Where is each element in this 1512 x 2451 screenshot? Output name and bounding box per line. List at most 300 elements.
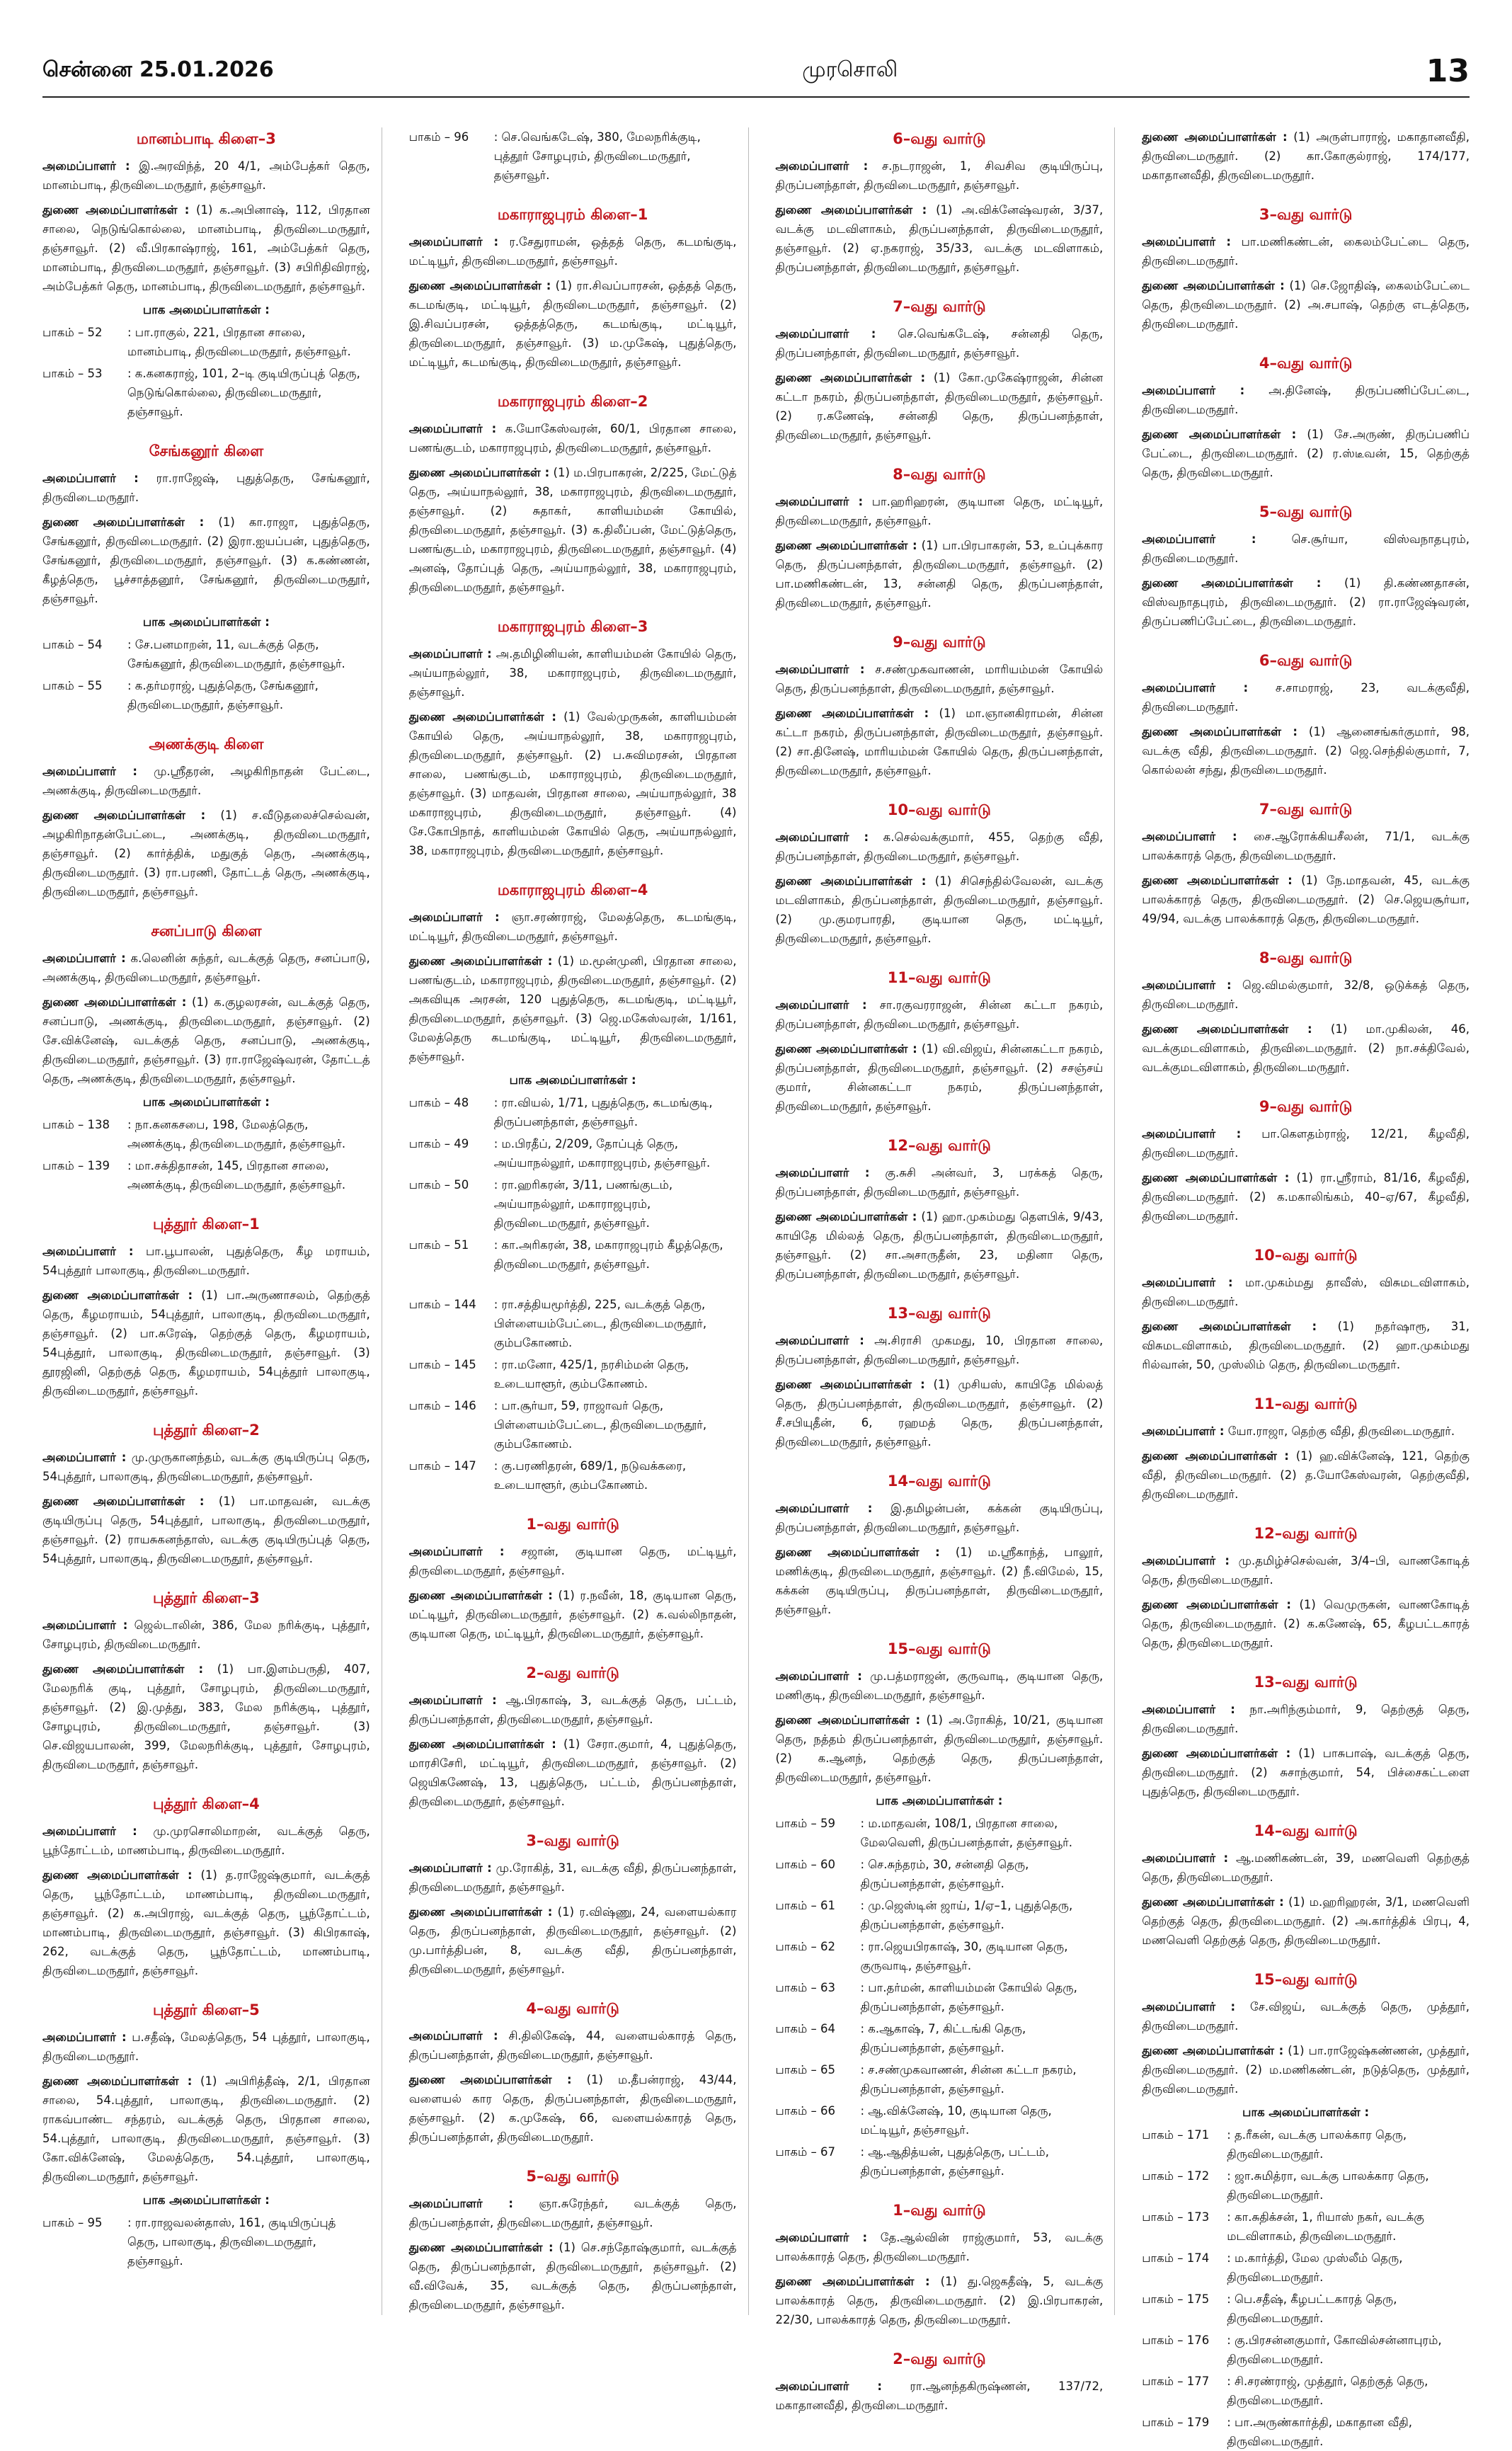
role-label: துணை அமைப்பாளர்கள் : xyxy=(1142,130,1288,144)
booth-row xyxy=(776,1814,1104,1852)
section-block xyxy=(409,618,737,860)
member-entry xyxy=(776,995,1104,1034)
role-label: அமைப்பாளர் : xyxy=(1142,978,1232,992)
member-details: ச.சண்முகவாணன், மாரியம்மன் கோயில் தெரு, திருப்பனந்தாள், திருவிடைமருதூர், தஞ்சாவூர். xyxy=(775,663,1104,695)
booth-number: பாகம் – 64 xyxy=(775,2022,835,2035)
role-label: துணை அமைப்பாளர்கள் : xyxy=(408,954,553,968)
booth-details: : பா.ராகுல், 221, பிரதான சாலை, மானம்பாடி, திருவிடைமருதூர், தஞ்சாவூர். xyxy=(127,326,351,358)
member-entry xyxy=(42,1822,370,1860)
role-label: அமைப்பாளர் : xyxy=(408,422,497,435)
member-details: ச.சாமராஜ், 23, வடக்குவீதி, திருவிடைமருதூர். xyxy=(1142,681,1470,714)
section-block xyxy=(42,1589,370,1774)
role-label: துணை அமைப்பாளர்கள் : xyxy=(775,1713,921,1727)
section-title: 6–வது வார்டு xyxy=(1259,652,1353,669)
booth-details: : த.ரீகன், வடக்கு பாலக்கார தெரு, திருவிடைமருதூர். xyxy=(1227,2128,1407,2161)
booth-row xyxy=(776,2060,1104,2098)
section-title: 5–வது வார்டு xyxy=(526,2168,619,2185)
member-details: அ.சிராசி முகமது, 10, பிரதான சாலை, திருப்பனந்தாள், திருவிடைமருதூர், தஞ்சாவூர். xyxy=(775,1334,1104,1366)
member-details: ஜெல்டாலின், 386, மேல நரிக்குடி, புத்தூர், சோழபுரம், திருவிடைமருதூர். xyxy=(42,1618,370,1651)
member-entry xyxy=(1142,1892,1470,1950)
role-label: அமைப்பாளர் : xyxy=(408,647,492,661)
member-entry xyxy=(776,324,1104,362)
member-details: ரா.ஆனந்தகிருஷ்ணன், 137/72, மகாதானவீதி, திருவிடைமருதூர். xyxy=(775,2379,1104,2412)
booth-details: : மா.சக்திதாசன், 145, பிரதான சாலை, அணக்குடி, திருவிடைமருதூர், தஞ்சாவூர். xyxy=(127,1159,346,1192)
role-label: அமைப்பாளர் : xyxy=(775,2231,868,2244)
booth-row xyxy=(776,1896,1104,1934)
role-label: அமைப்பாளர் : xyxy=(1142,532,1256,546)
booth-row xyxy=(42,364,370,421)
section-block xyxy=(409,127,737,185)
member-details: (1) வேல்முருகன், காளியம்மன் கோயில் தெரு, அய்யாநல்லூர், 38, மகாராஜபுரம், திருவிடைமருதூர், தஞ்சாவூர். (2) ப.சுவிமரசன், பிரதான சாலை, பணங்குடம், மகாராஜபுரம், திருவிடைமருதூர், தஞ்சாவூர். (3) மாதவன், பிரதான சாலை, அய்யாநல்லூர், 38 மகாராஜபுரம், திருவிடைமருதூர், தஞ்சாவூர். (4) சே.கோபிநாத், காளியம்மன் கோயில் தெரு, அய்யாநல்லூர், 38, மகாராஜபுரம், திருவிடைமருதூர், தஞ்சாவூர். xyxy=(408,710,737,857)
section-block xyxy=(776,1473,1104,1619)
member-details: மு.தமிழ்ச்செல்வன், 3/4–பி, வாணகோடித் தெரு, திருவிடைமருதூர். xyxy=(1142,1554,1470,1587)
booth-number: பாகம் – 50 xyxy=(408,1178,469,1192)
role-label: அமைப்பாளர் : xyxy=(408,2029,498,2042)
booth-row xyxy=(409,127,737,185)
booth-heading: பாக அமைப்பாளர்கள் : xyxy=(142,615,270,629)
booth-row xyxy=(409,1134,737,1172)
column-2 xyxy=(409,127,749,2315)
role-label: துணை அமைப்பாளர்கள் : xyxy=(408,1737,556,1751)
member-details: ஞா.சுரேந்தர், வடக்குத் தெரு, திருப்பனந்தாள், திருவிடைமருதூர், தஞ்சாவூர். xyxy=(408,2197,737,2229)
member-details: (1) ஆனைசங்கர்குமார், 98, வடக்கு வீதி, திருவிடைமருதூர். (2) ஜெ.செந்தில்குமார், 7, கொல்லன் சந்து, திருவிடைமருதூர். xyxy=(1142,725,1470,777)
section-title: 15–வது வார்டு xyxy=(1254,1971,1358,1988)
booth-number: பாகம் – 174 xyxy=(1142,2251,1210,2265)
section-title: சனப்பாடு கிளை xyxy=(151,922,262,939)
role-label: அமைப்பாளர் : xyxy=(775,495,864,508)
section-block xyxy=(776,2202,1104,2329)
section-title: 4–வது வார்டு xyxy=(526,2000,619,2017)
role-label: துணை அமைப்பாளர்கள் : xyxy=(42,1662,204,1676)
section-title: 1–வது வார்டு xyxy=(893,2202,986,2219)
member-details: இ.தமிழன்பன், கக்கன் குடியிருப்பு, திருப்பனந்தாள், திருவிடைமருதூர், தஞ்சாவூர். xyxy=(775,1502,1104,1534)
booth-row xyxy=(776,2101,1104,2139)
member-details: (1) க.அபினாஷ், 112, பிரதான சாலை, நெடுங்கொல்லை, மானம்பாடி, திருவிடைமருதூர், தஞ்சாவூர். (2) வீ.பிரகாஷ்ராஜ், 161, அம்பேத்கர் தெரு, மானம்பாடி, திருவிடைமருதூர், தஞ்சாவூர். (3) சபிரிதிவிராஜ், அம்பேத்கர் தெரு, மானம்பாடி, திருவிடைமருதூர், தஞ்சாவூர். xyxy=(42,203,370,293)
header-rule xyxy=(42,96,1470,98)
booth-details: : க.தர்மராஜ், புதுத்தெரு, சேங்கனூர், திருவிடைமருதூர், தஞ்சாவூர். xyxy=(127,679,319,712)
member-entry xyxy=(1142,573,1470,631)
member-entry xyxy=(409,1542,737,1580)
member-details: (1) அ.விக்னேஷ்வரன், 3/37, வடக்கு மடவிளாகம், திருப்பனந்தாள், திருவிடைமருதூர், தஞ்சாவூர். (2) ஏ.நகராஜ், 35/33, வடக்கு மடவிளாகம், திருப்பனந்தாள், திருவிடைமருதூர், தஞ்சாவூர். xyxy=(775,203,1104,274)
booth-number: பாகம் – 176 xyxy=(1142,2333,1210,2347)
booth-details: : ம.மாதவன், 108/1, பிரதான சாலை, மேலவெளி, திருப்பனந்தாள், தஞ்சாவூர். xyxy=(860,1817,1072,1849)
booth-row xyxy=(42,635,370,673)
member-details: ஞா.சரண்ராஜ், மேலத்தெரு, கடமங்குடி, மட்டியூர், திருவிடைமருதூர், தஞ்சாவூர். xyxy=(408,910,737,943)
booth-number: பாகம் – 54 xyxy=(42,638,103,651)
page-date: சென்னை 25.01.2026 xyxy=(42,57,274,82)
section-title: 14–வது வார்டு xyxy=(887,1473,991,1490)
member-details: (1) ச.வீடுதலைச்செல்வன், அழகிரிநாதன்பேட்டை, அணக்குடி, திருவிடைமருதூர், தஞ்சாவூர். (2) கார்த்திக், மதுகுத் தெரு, அணக்குடி, திருவிடைமருதூர். (3) ரா.பரணி, தோட்டத் தெரு, அணக்குடி, திருவிடைமருதூர், தஞ்சாவூர். xyxy=(42,809,370,898)
member-details: (1) ம.பிரபாகரன், 2/225, மேட்டுத் தெரு, அய்யாநல்லூர், 38, மகாராஜபுரம், திருவிடைமருதூர், தஞ்சாவூர். (2) சுதாகர், காளியம்மன் கோயில், திருவிடைமருதூர், தஞ்சாவூர். (3) க.திலீப்பன், மேட்டுத்தெரு, பணங்குடம், மகாராஜபுரம், திருவிடைமருதூர், தஞ்சாவூர். (4) அனஷ், தோப்புத் தெரு, அய்யாநல்லூர், 38, மகாராஜபுரம், திருவிடைமருதூர், தஞ்சாவூர். xyxy=(408,466,737,594)
booth-number: பாகம் – 177 xyxy=(1142,2375,1210,2388)
member-entry xyxy=(776,156,1104,195)
section-block xyxy=(409,2168,737,2314)
role-label: அமைப்பாளர் : xyxy=(1142,830,1237,843)
member-entry xyxy=(409,952,737,1066)
booth-details: : பா.சூர்யா, 59, ராஜாவர் தெரு, பிள்ளையம்பேட்டை, திருவிடைமருதூர், கும்பகோணம். xyxy=(493,1399,707,1451)
member-details: சை.ஆரோக்கியசீலன், 71/1, வடக்கு பாலக்காரத் தெரு, திருவிடைமருதூர். xyxy=(1142,830,1470,862)
role-label: துணை அமைப்பாளர்கள் : xyxy=(42,1495,205,1508)
member-entry xyxy=(409,644,737,702)
member-entry xyxy=(1142,1124,1470,1162)
member-entry xyxy=(776,704,1104,780)
booth-number: பாகம் – 138 xyxy=(42,1118,110,1131)
role-label: அமைப்பாளர் : xyxy=(775,1334,864,1347)
page-header xyxy=(42,54,1470,88)
role-label: அமைப்பாளர் : xyxy=(1142,1276,1233,1289)
booth-details: : ரா.வியல், 1/71, புதுத்தெரு, கடமங்குடி, திருப்பனந்தாள், தஞ்சாவூர். xyxy=(493,1096,713,1129)
section-title: 12–வது வார்டு xyxy=(1254,1525,1358,1542)
section-title: 14–வது வார்டு xyxy=(1254,1822,1358,1839)
booth-heading: பாக அமைப்பாளர்கள் : xyxy=(142,303,270,316)
member-entry xyxy=(409,908,737,946)
member-entry xyxy=(776,828,1104,866)
section-block xyxy=(1142,503,1470,631)
role-label: துணை அமைப்பாளர்கள் : xyxy=(775,1378,925,1391)
member-details: (1) சேரா.குமார், 4, புதுத்தெரு, மாரசிசேரி, மட்டியூர், திருவிடைமருதூர், தஞ்சாவூர். (2) ஜெயிகணேஷ், 13, புதுத்தெரு, பட்டம், திருப்பனந்தாள், திருவிடைமருதூர், தஞ்சாவூர். xyxy=(408,1737,737,1808)
member-details: (1) ம.தீபன்ராஜ், 43/44, வளையல் கார தெரு, திருப்பனந்தாள், திருவிடைமருதூர், தஞ்சாவூர். (2) க.முகேஷ், 66, வளையல்காரத் தெரு, திருப்பனந்தாள், திருவிடைமருதூர். xyxy=(408,2073,737,2144)
member-entry xyxy=(409,463,737,597)
role-label: துணை அமைப்பாளர்கள் : xyxy=(408,710,556,724)
booth-details: : நா.கனகசபை, 198, மேலத்தெரு, அணக்குடி, திருவிடைமருதூர், தஞ்சாவூர். xyxy=(127,1118,346,1150)
member-entry xyxy=(776,492,1104,530)
section-block xyxy=(1142,1098,1470,1226)
member-details: சே.விஜய், வடக்குத் தெரு, முத்தூர், திருவிடைமருதூர். xyxy=(1142,2000,1470,2033)
section-block xyxy=(42,1216,370,1400)
section-block xyxy=(409,206,737,372)
role-label: துணை அமைப்பாளர்கள் : xyxy=(1142,1747,1291,1760)
member-entry xyxy=(409,2070,737,2147)
member-entry xyxy=(776,2377,1104,2415)
member-entry xyxy=(42,949,370,987)
booth-number: பாகம் – 145 xyxy=(408,1358,476,1371)
member-entry xyxy=(1142,1317,1470,1374)
booth-details: : ரா.மனோ, 425/1, நரசிம்மன் தெரு, உடையாளூர், கும்பகோணம். xyxy=(493,1358,689,1390)
booth-number: பாகம் – 66 xyxy=(775,2104,835,2118)
member-details: (1) கோ.முகேஷ்ராஜன், சின்ன கட்டா நகரம், திருப்பனந்தாள், திருவிடைமருதூர், தஞ்சாவூர். (2) ர.கணேஷ், சன்னதி தெரு, திருப்பனந்தாள், திருவிடைமருதூர், தஞ்சாவூர். xyxy=(775,371,1104,442)
role-label: துணை அமைப்பாளர்கள் : xyxy=(775,203,927,217)
section-block xyxy=(409,1664,737,1811)
booth-row xyxy=(776,1978,1104,2016)
section-block xyxy=(409,1295,737,1495)
section-title: 3–வது வார்டு xyxy=(526,1832,619,1849)
member-details: மு.முரசொலிமாறன், வடக்குத் தெரு, பூந்தோட்டம், மாணம்பாடி, திருவிடைமருதூர். xyxy=(42,1824,370,1857)
member-details: (1) ரா.ஸ்ரீராம், 81/16, கீழவீதி, திருவிடைமருதூர். (2) க.மகாலிங்கம், 40–ஏ/67, கீழவீதி, திருவிடைமருதூர். xyxy=(1142,1171,1470,1223)
booth-row xyxy=(409,1355,737,1393)
booth-details: : கு.பரணிதரன், 689/1, நடுவக்கரை, உடையாளூர், கும்பகோணம். xyxy=(493,1459,687,1492)
role-label: அமைப்பாளர் : xyxy=(42,472,139,485)
member-entry xyxy=(1142,1551,1470,1589)
member-entry xyxy=(1142,827,1470,865)
section-title: 11–வது வார்டு xyxy=(1254,1395,1358,1412)
section-title: புத்தூர் கிளை–1 xyxy=(152,1216,260,1233)
member-details: (1) பா.மாதவன், வடக்கு குடியிருப்பு தெரு, 54புத்தூர், பாலாகுடி, திருவிடைமருதூர், தஞ்சாவூர். (2) ராயசுகனந்தாஸ், வடக்கு குடியிருப்புத் தெரு, 54புத்தூர், பாலாகுடி, திருவிடைமருதூர், தஞ்சாவூர். xyxy=(42,1495,370,1565)
section-block xyxy=(42,442,370,714)
role-label: துணை அமைப்பாளர்கள் : xyxy=(1142,1320,1317,1333)
role-label: அமைப்பாளர் : xyxy=(42,765,138,778)
role-label: அமைப்பாளர் : xyxy=(775,663,865,676)
booth-heading: பாக அமைப்பாளர்கள் : xyxy=(509,1073,636,1087)
booth-number: பாகம் – 55 xyxy=(42,679,103,692)
booth-row xyxy=(776,2142,1104,2181)
member-entry xyxy=(1142,530,1470,568)
section-title: மகாராஜபுரம் கிளை–1 xyxy=(497,206,648,223)
section-title: 9–வது வார்டு xyxy=(893,634,986,651)
booth-heading: பாக அமைப்பாளர்கள் : xyxy=(1242,2106,1370,2119)
section-block xyxy=(42,1795,370,1980)
booth-details: : க.ஆகாஷ், 7, கிட்டங்கி தெரு, திருப்பனந்தாள், தஞ்சாவூர். xyxy=(860,2022,1026,2055)
member-details: நா.அரிந்கும்மார், 9, தெற்குத் தெரு, திருவிடைமருதூர். xyxy=(1142,1703,1470,1735)
role-label: அமைப்பாளர் : xyxy=(1142,2000,1236,2013)
member-entry xyxy=(776,1499,1104,1537)
section-title: 6–வது வார்டு xyxy=(893,130,986,147)
booth-row xyxy=(42,1115,370,1153)
member-entry xyxy=(1142,871,1470,928)
member-details: (1) வெமுருகன், வாணகோடித் தெரு, திருவிடைமருதூர். (2) க.கணேஷ், 65, கீழபட்டகாரத் தெரு, திருவிடைமருதூர். xyxy=(1142,1598,1470,1650)
member-entry xyxy=(1142,2041,1470,2098)
member-details: (1) அருள்பாராஜ், மகாதானவீதி, திருவிடைமருதூர். (2) கா.கோகுல்ராஜ், 174/177, மகாதானவீதி, திருவிடைமருதூர். xyxy=(1142,130,1470,182)
section-title: 3–வது வார்டு xyxy=(1259,206,1353,223)
member-entry xyxy=(1142,1997,1470,2035)
role-label: துணை அமைப்பாளர்கள் : xyxy=(408,1589,553,1602)
role-label: அமைப்பாளர் : xyxy=(42,1618,128,1632)
section-block xyxy=(776,2350,1104,2415)
member-details: ப.சதீஷ், மேலத்தெரு, 54 புத்தூர், பாலாகுடி, திருவிடைமருதூர். xyxy=(42,2030,370,2063)
section-title: புத்தூர் கிளை–4 xyxy=(152,1795,260,1812)
role-label: அமைப்பாளர் : xyxy=(775,1669,862,1683)
booth-number: பாகம் – 60 xyxy=(775,1858,835,1871)
member-details: பா.ஹரிஹரன், குடியான தெரு, மட்டியூர், திருவிடைமருதூர், தஞ்சாவூர். xyxy=(775,495,1104,527)
role-label: துணை அமைப்பாளர்கள் : xyxy=(1142,725,1298,738)
section-title: மகாராஜபுரம் கிளை–2 xyxy=(497,393,648,410)
booth-details: : ஜா.சுமித்ரா, வடக்கு பாலக்கார தெரு, திருவிடைமருதூர். xyxy=(1227,2169,1429,2202)
member-details: மா.முகம்மது தாவீஸ், விசுமடவிளாகம், திருவிடைமருதூர். xyxy=(1142,1276,1470,1308)
member-entry xyxy=(409,232,737,270)
member-details: (1) ஹா.முகம்மது தௌபிக், 9/43, காயிதே மில்லத் தெரு, திருப்பனந்தாள், திருவிடைமருதூர், தஞ்சாவூர். (2) சா.அசாருதீன், 23, மதினா தெரு, திருப்பனந்தாள், திருவிடைமருதூர், தஞ்சாவூர். xyxy=(775,1210,1104,1281)
booth-row xyxy=(409,1235,737,1274)
member-entry xyxy=(776,200,1104,277)
section-title: 4–வது வார்டு xyxy=(1259,355,1353,372)
member-details: (1) பா.பிரபாகரன், 53, உப்புக்கார தெரு, திருப்பனந்தாள், திருவிடைமருதூர், தஞ்சாவூர். (2) பா.மணிகண்டன், 13, சன்னதி தெரு, திருப்பனந்தாள், திருவிடைமருதூர், தஞ்சாவூர். xyxy=(775,539,1104,610)
member-entry xyxy=(42,2028,370,2066)
role-label: துணை அமைப்பாளர்கள் : xyxy=(408,2241,554,2254)
member-entry xyxy=(1142,381,1470,419)
section-title: 10–வது வார்டு xyxy=(1254,1247,1358,1264)
section-block xyxy=(42,736,370,901)
member-entry xyxy=(776,2272,1104,2329)
section-title: மகாராஜபுரம் கிளை–4 xyxy=(497,881,648,898)
member-details: (1) ர.நவீன், 18, குடியான தெரு, மட்டியூர், திருவிடைமருதூர், தஞ்சாவூர். (2) க.வல்லிநாதன், குடியான தெரு, மட்டியூர், திருவிடைமருதூர், தஞ்சாவூர். xyxy=(408,1589,737,1640)
booth-details: : ச.சண்முகவாணன், சின்ன கட்டா நகரம், திருப்பனந்தாள், தஞ்சாவூர். xyxy=(860,2063,1077,2096)
role-label: அமைப்பாளர் : xyxy=(42,2030,127,2044)
member-details: (1) சே.அருண், திருப்பணிப் பேட்டை, திருவிடைமருதூர். (2) ர.ஸ்டீவன், 15, தெற்குத் தெரு, திருவிடைமருதூர். xyxy=(1142,428,1470,479)
section-block xyxy=(409,1516,737,1643)
member-details: (1) பா.அருணாசலம், தெற்குத் தெரு, கீழமராயம், 54புத்தூர், பாலாகுடி, திருவிடைமருதூர், தஞ்சாவூர். (2) பா.சுரேஷ், தெற்குத் தெரு, கீழமராயம், 54புத்தூர், பாலாகுடி, திருவிடைமருதூர், தஞ்சாவூர். (3) தூரஜினி, தெற்குத் தெரு, கீழமராயம், 54புத்தூர் பாலாகுடி, திருவிடைமருதூர், தஞ்சாவூர். xyxy=(42,1289,370,1398)
section-block xyxy=(776,969,1104,1116)
member-entry xyxy=(409,276,737,372)
booth-row xyxy=(1142,2125,1470,2164)
role-label: துணை அமைப்பாளர்கள் : xyxy=(42,1868,193,1882)
member-entry xyxy=(409,1586,737,1643)
section-block xyxy=(1142,1822,1470,1950)
section-block xyxy=(776,130,1104,277)
booth-number: பாகம் – 179 xyxy=(1142,2416,1210,2429)
booth-row xyxy=(1142,2166,1470,2205)
member-entry xyxy=(1142,1849,1470,1887)
section-title: புத்தூர் கிளை–3 xyxy=(152,1589,260,1606)
member-entry xyxy=(776,368,1104,445)
member-entry xyxy=(776,1543,1104,1619)
member-details: பா.கௌதம்ராஜ், 12/21, கீழவீதி, திருவிடைமருதூர். xyxy=(1142,1127,1470,1160)
booth-number: பாகம் – 144 xyxy=(408,1298,476,1311)
role-label: துணை அமைப்பாளர்கள் : xyxy=(42,203,190,217)
member-details: சஜான், குடியான தெரு, மட்டியூர், திருவிடைமருதூர், தஞ்சாவூர். xyxy=(408,1545,737,1577)
booth-number: பாகம் – 61 xyxy=(775,1899,835,1912)
member-entry xyxy=(1142,1595,1470,1652)
member-entry xyxy=(409,2194,737,2232)
member-details: மு.முருகானந்தம், வடக்கு குடியிருப்பு தெரு, 54புத்தூர், பாலாகுடி, திருவிடைமருதூர், தஞ்சாவூர். xyxy=(42,1451,370,1483)
member-entry xyxy=(776,1375,1104,1451)
booth-row xyxy=(42,2213,370,2270)
booth-details: : கா.சுதிக்சன், 1, ரியாஸ் நகர், வடக்கு மடவிளாகம், திருவிடைமருதூர். xyxy=(1227,2210,1424,2243)
role-label: துணை அமைப்பாளர்கள் : xyxy=(42,2074,193,2088)
role-label: அமைப்பாளர் : xyxy=(42,1451,127,1464)
section-block xyxy=(42,130,370,421)
booth-details: : பெ.சதீஷ், கீழபட்டகாரத் தெரு, திருவிடைமருதூர். xyxy=(1227,2292,1397,2325)
section-title: 5–வது வார்டு xyxy=(1259,503,1353,520)
booth-details: : ரா.சத்தியமூர்த்தி, 225, வடக்குத் தெரு, பிள்ளையம்பேட்டை, திருவிடைமருதூர், கும்பகோணம். xyxy=(493,1298,707,1349)
booth-heading: பாக அமைப்பாளர்கள் : xyxy=(142,1095,270,1109)
section-block xyxy=(1142,1247,1470,1374)
member-details: ச.நடராஜன், 1, சிவசிவ குடியிருப்பு, திருப்பனந்தாள், திருவிடைமருதூர், தஞ்சாவூர். xyxy=(775,159,1104,192)
member-details: யோ.ராஜா, தெற்கு வீதி, திருவிடைமருதூர். xyxy=(1224,1424,1455,1438)
booth-details: : மு.ஜெஸ்டின் ஜாய், 1/ஏ–1, புதுத்தெரு, திருப்பனந்தாள், தஞ்சாவூர். xyxy=(860,1899,1073,1931)
booth-heading: பாக அமைப்பாளர்கள் : xyxy=(142,2193,270,2207)
role-label: துணை அமைப்பாளர்கள் : xyxy=(775,371,926,384)
member-details: (1) பாசுபாஷ், வடக்குத் தெரு, திருவிடைமருதூர். (2) சுசாந்குமார், 54, பிச்சைகட்டளை புதுத்தெரு, திருவிடைமருதூர். xyxy=(1142,1747,1470,1798)
page-number: 13 xyxy=(1426,52,1470,89)
member-details: பா.மணிகண்டன், கைலம்பேட்டை தெரு, திருவிடைமருதூர். xyxy=(1142,235,1470,268)
role-label: அமைப்பாளர் : xyxy=(775,1502,873,1515)
member-entry xyxy=(1142,127,1470,185)
booth-heading: பாக அமைப்பாளர்கள் : xyxy=(876,1794,1003,1807)
booth-number: பாகம் – 146 xyxy=(408,1399,476,1412)
member-entry xyxy=(1142,976,1470,1014)
role-label: துணை அமைப்பாளர்கள் : xyxy=(775,1546,940,1559)
member-details: ஆ.மணிகண்டன், 39, மணவெளி தெற்குத் தெரு, திருவிடைமருதூர். xyxy=(1142,1851,1470,1884)
section-block xyxy=(776,1640,1104,2181)
booth-number: பாகம் – 175 xyxy=(1142,2292,1210,2306)
booth-row xyxy=(776,2019,1104,2057)
member-details: ஆ.பிரகாஷ், 3, வடக்குத் தெரு, பட்டம், திருப்பனந்தாள், திருவிடைமருதூர், தஞ்சாவூர். xyxy=(408,1693,737,1726)
member-details: (1) நே.மாதவன், 45, வடக்கு பாலக்காரத் தெரு, திருவிடைமருதூர். (2) செ.ஜெயசூர்யா, 49/94, வடக்கு பாலக்காரத் தெரு, திருவிடைமருதூர். xyxy=(1142,874,1470,925)
section-title: மானம்பாடி கிளை–3 xyxy=(136,130,276,147)
member-details: (1) ம.ஸ்ரீகாந்த், பாலூர், மணிக்குடி, திருவிடைமருதூர், தஞ்சாவூர். (2) நீ.விமேல், 15, கக்கன் குடியிருப்பு, திருப்பனந்தாள், திருவிடைமருதூர், தஞ்சாவூர். xyxy=(775,1546,1104,1616)
member-details: (1) கா.ராஜா, புதுத்தெரு, சேங்கனூர், திருவிடைமருதூர். (2) இரா.ஐயப்பன், புதுத்தெரு, சேங்கனூர், திருவிடைமருதூர், தஞ்சாவூர். (3) க.கண்ணன், கீழத்தெரு, பூச்சாத்தனூர், சேங்கனூர், திருவிடைமருதூர், தஞ்சாவூர். xyxy=(42,515,370,605)
member-entry xyxy=(42,1616,370,1654)
section-block xyxy=(1142,652,1470,779)
member-entry xyxy=(42,1242,370,1280)
member-entry xyxy=(776,1039,1104,1116)
section-title: 7–வது வார்டு xyxy=(1259,801,1353,818)
booth-row xyxy=(1142,2290,1470,2328)
role-label: அமைப்பாளர் : xyxy=(408,1693,497,1707)
booth-row xyxy=(409,1456,737,1495)
section-block xyxy=(1142,1971,1470,2451)
member-details: (1) த.ராஜேஷ்குமார், வடக்குத் தெரு, பூந்தோட்டம், மாணம்பாடி, திருவிடைமருதூர், தஞ்சாவூர். (2) க.அபிராஜ், வடக்குத் தெரு, பூந்தோட்டம், மாணம்பாடி, திருவிடைமருதூர், தஞ்சாவூர். (3) கிபிரகாஷ், 262, வடக்குத் தெரு, பூந்தோட்டம், மாணம்பாடி, திருவிடைமருதூர், தஞ்சாவூர். xyxy=(42,1868,370,1977)
member-entry xyxy=(1142,1273,1470,1311)
column-1 xyxy=(42,127,382,2315)
role-label: துணை அமைப்பாளர்கள் : xyxy=(408,1905,553,1919)
member-details: தே.ஆல்வின் ராஜ்குமார், 53, வடக்கு பாலக்காரத் தெரு, திருவிடைமருதூர். xyxy=(775,2231,1104,2263)
member-details: செ.சூர்யா, விஸ்வநாதபுரம், திருவிடைமருதூர். xyxy=(1142,532,1470,565)
member-entry xyxy=(776,1207,1104,1284)
section-title: 10–வது வார்டு xyxy=(887,801,991,818)
section-block xyxy=(776,1305,1104,1451)
section-title: 8–வது வார்டு xyxy=(1259,949,1353,966)
role-label: துணை அமைப்பாளர்கள் : xyxy=(1142,1895,1284,1909)
role-label: அமைப்பாளர் : xyxy=(775,159,869,173)
section-block xyxy=(409,881,737,1274)
role-label: அமைப்பாளர் : xyxy=(775,830,869,844)
member-entry xyxy=(42,469,370,507)
role-label: அமைப்பாளர் : xyxy=(1142,681,1249,695)
booth-row xyxy=(1142,2413,1470,2451)
member-details: (1) செ.ஜோதிஷ், கைலம்பேட்டை தெரு, திருவிடைமருதூர். (2) அ.சபாஷ், தெற்கு எடத்தெரு, திருவிடைமருதூர். xyxy=(1142,279,1470,331)
section-block xyxy=(1142,355,1470,482)
booth-number: பாகம் – 95 xyxy=(42,2216,103,2229)
member-entry xyxy=(776,1710,1104,1787)
member-entry xyxy=(1142,1446,1470,1504)
booth-row xyxy=(776,1855,1104,1893)
column-4 xyxy=(1142,127,1470,2448)
role-label: துணை அமைப்பாளர்கள் : xyxy=(1142,576,1322,590)
section-block xyxy=(42,922,370,1194)
section-title: மகாராஜபுரம் கிளை–3 xyxy=(497,618,648,635)
role-label: அமைப்பாளர் : xyxy=(1142,235,1231,248)
role-label: துணை அமைப்பாளர்கள் : xyxy=(408,2073,572,2086)
role-label: துணை அமைப்பாளர்கள் : xyxy=(408,279,551,292)
booth-details: : சி.சரண்ராஜ், முத்தூர், தெற்குத் தெரு, திருவிடைமருதூர். xyxy=(1227,2375,1428,2407)
booth-details: : சே.பனமாறன், 11, வடக்குத் தெரு, சேங்கனூர், திருவிடைமருதூர், தஞ்சாவூர். xyxy=(127,638,345,670)
member-entry xyxy=(1142,722,1470,779)
member-details: க.லெனின் சுந்தர், வடக்குத் தெரு, சனப்பாடு, அணக்குடி, திருவிடைமருதூர், தஞ்சாவூர். xyxy=(42,952,370,984)
role-label: அமைப்பாளர் : xyxy=(775,327,876,341)
role-label: அமைப்பாளர் : xyxy=(42,1824,137,1838)
member-details: கு.சுசி அன்வர், 3, பரக்கத் தெரு, திருப்பனந்தாள், திருவிடைமருதூர், தஞ்சாவூர். xyxy=(775,1166,1104,1199)
member-entry xyxy=(42,156,370,195)
booth-row xyxy=(1142,2249,1470,2287)
member-entry xyxy=(42,1448,370,1486)
member-details: (1) பா.ராஜேஷ்கண்ணன், முத்தூர், திருவிடைமருதூர். (2) ம.மணிகண்டன், நடுத்தெரு, முத்தூர், திருவிடைமருதூர். xyxy=(1142,2044,1470,2096)
section-title: சேங்கனூர் கிளை xyxy=(149,442,264,459)
member-entry xyxy=(42,993,370,1088)
section-block xyxy=(409,1832,737,1979)
section-title: 2–வது வார்டு xyxy=(893,2350,986,2367)
role-label: அமைப்பாளர் : xyxy=(408,910,500,924)
booth-number: பாகம் – 48 xyxy=(408,1096,469,1109)
booth-number: பாகம் – 147 xyxy=(408,1459,476,1473)
newspaper-name: முரசொலி xyxy=(802,57,898,82)
member-details: (1) ம.மூன்முனி, பிரதான சாலை, பணங்குடம், மகாராஜபுரம், திருவிடைமருதூர், தஞ்சாவூர். (2) அகவியுக அரசன், 120 புதுத்தெரு, கடமங்குடி, மட்டியூர், திருவிடைமருதூர், தஞ்சாவூர். (3) ஜெ.மகேஸ்வரன், 1/161, மேலத்தெரு கடமங்குடி, மட்டியூர், திருவிடைமருதூர், தஞ்சாவூர். xyxy=(408,954,737,1063)
section-block xyxy=(1142,1525,1470,1652)
booth-row xyxy=(409,1295,737,1352)
member-entry xyxy=(776,2228,1104,2266)
member-entry xyxy=(42,1286,370,1400)
booth-number: பாகம் – 67 xyxy=(775,2145,835,2159)
booth-number: பாகம் – 171 xyxy=(1142,2128,1210,2142)
booth-details: : பா.தர்மன், காளியம்மன் கோயில் தெரு, திருப்பனந்தாள், தஞ்சாவூர். xyxy=(860,1981,1077,2013)
